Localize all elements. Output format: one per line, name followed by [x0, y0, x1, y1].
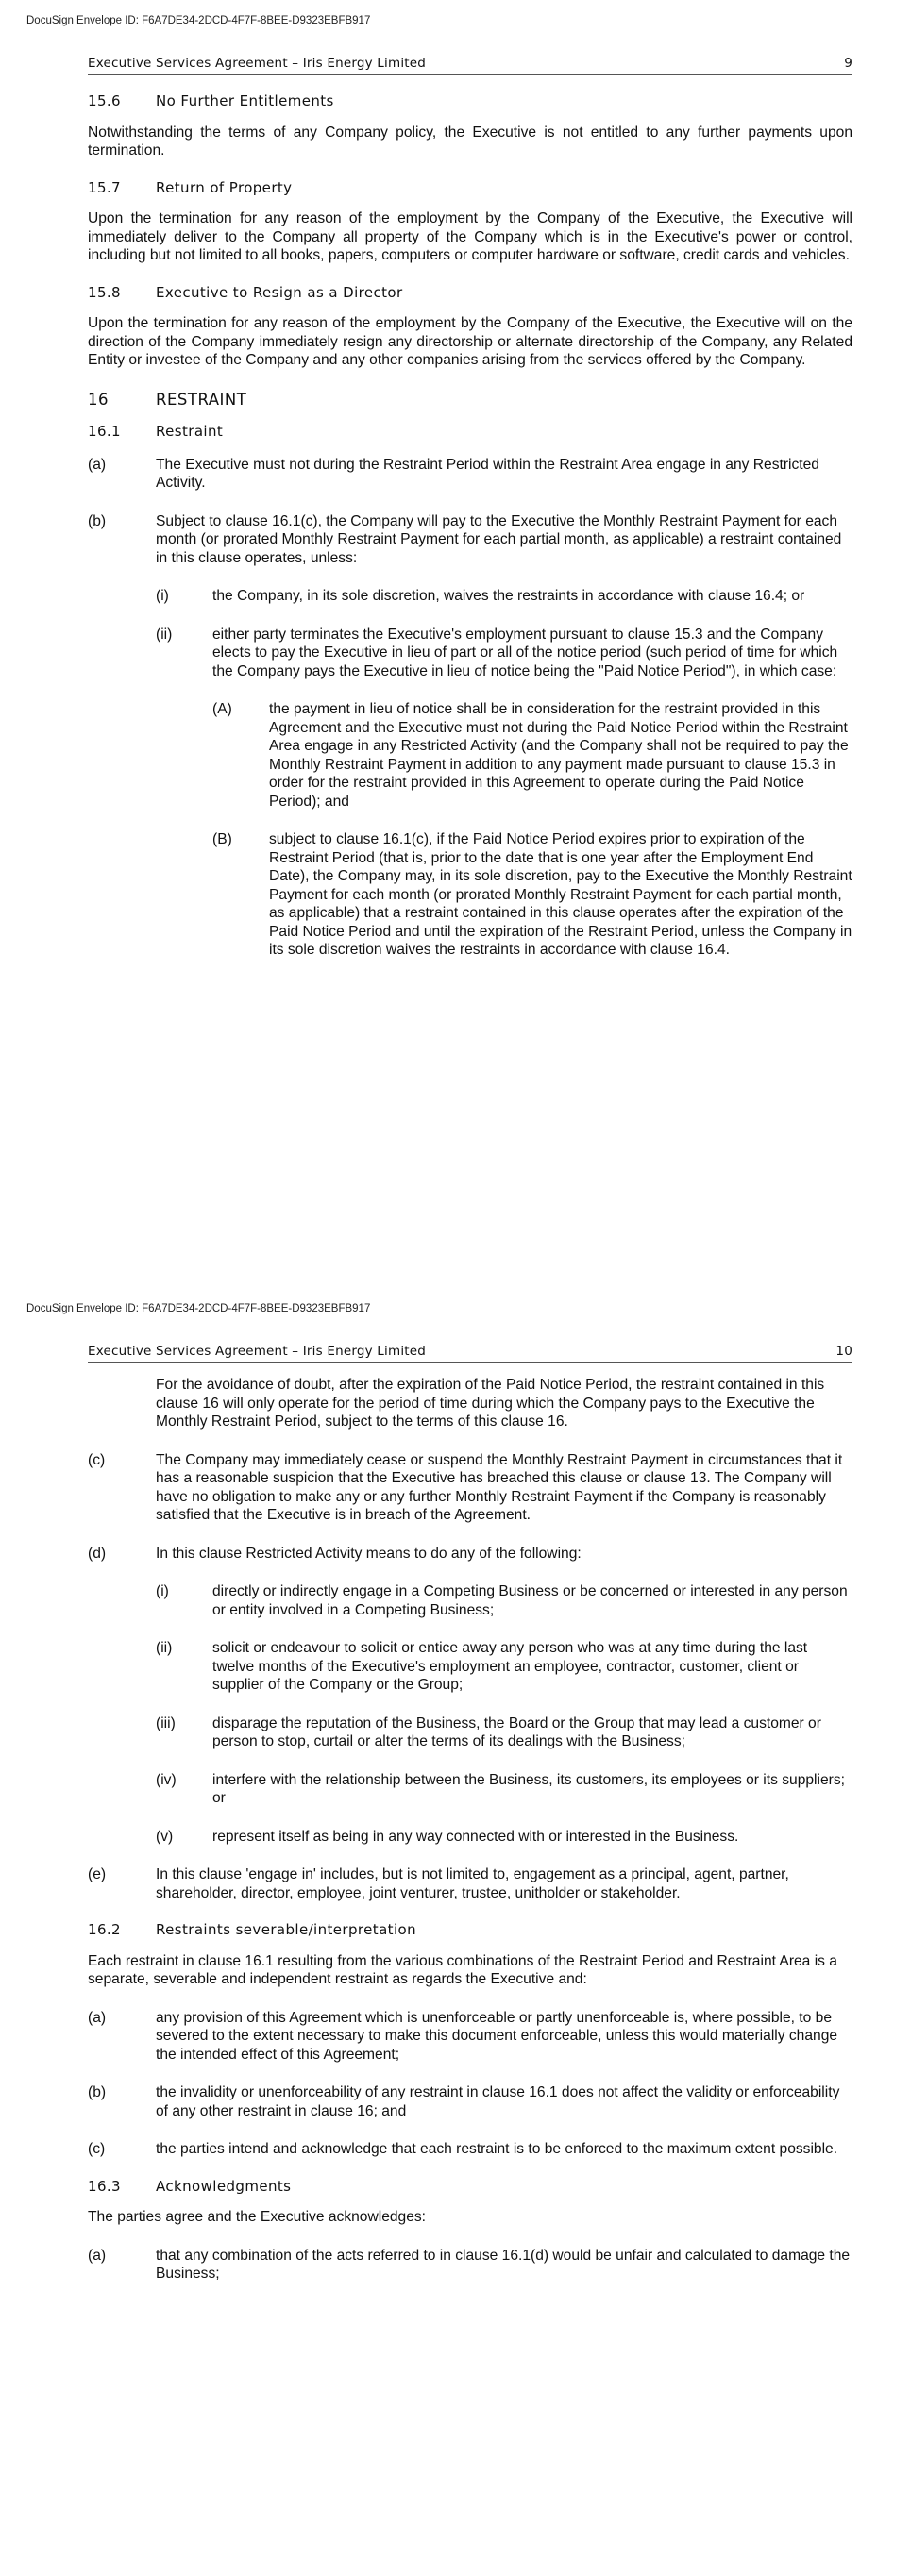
clause-16-1-b-ii-A: (A) the payment in lieu of notice shall be in consideration for the restraint provided in this Agreement and the Executive must not during the Paid Notice Period within the Restraint Area engage in any Restricted Activity (and the Company shall not be required to pay the Monthly Restraint Payment in addition to any payment made pursuant to clause 15.3 in order for the restraint provided in this Agreement to operate during the Paid Notice Period); and — [212, 701, 849, 810]
docusign-envelope-id: DocuSign Envelope ID: F6A7DE34-2DCD-4F7F-8BEE-D9323EBFB917 — [26, 1303, 371, 1314]
clause-16-1-a: (a) The Executive must not during the Restraint Period within the Restraint Area engage in any Restricted Activity. — [88, 456, 819, 491]
paragraph-avoidance-of-doubt: For the avoidance of doubt, after the expiration of the Paid Notice Period, the restraint contained in this clause 16 will only operate for the period of time during which the Company pays to the Executive the Monthly Restraint Period, subject to the terms of this clause 16. — [156, 1377, 825, 1430]
paragraph-15-8: Upon the termination for any reason of the employment by the Company of the Executive, the Executive will on the direction of the Company immediately resign any directorship or alternate directorship of the Company, any Related Entity or investee of the Company and any other companies arising from the services offered by the Company. — [88, 315, 852, 368]
paragraph-16-2: Each restraint in clause 16.1 resulting from the various combinations of the Restraint Period and Restraint Area is a separate, severable and independent restraint as regards the Executive and: — [88, 1952, 837, 1987]
clause-16-1-b: (b) Subject to clause 16.1(c), the Company will pay to the Executive the Monthly Restraint Payment for each month (or prorated Monthly Restraint Payment for each partial month, as applicable) a restraint contained in this clause operates, unless: — [88, 512, 842, 566]
page-10 — [0, 1288, 911, 2576]
clause-16-1-b-ii: (ii) either party terminates the Executive's employment pursuant to clause 15.3 and the Company elects to pay the Executive in lieu of part or all of the notice period (such period of time for which the Company pays the Executive in lieu of notice being the "Paid Notice Period"), in which case: — [156, 626, 838, 679]
restricted-activity-v: (v) represent itself as being in any way connected with or interested in the Business. — [156, 1828, 739, 1845]
heading-15-6: 15.6 No Further Entitlements — [88, 92, 334, 109]
heading-16-2: 16.2 Restraints severable/interpretation — [88, 1921, 416, 1938]
document-title: Executive Services Agreement – Iris Energy Limited — [88, 56, 427, 71]
page-number: 9 — [844, 56, 852, 71]
clause-16-2-b: (b) the invalidity or unenforceability of any restraint in clause 16.1 does not affect the validity or enforceability of any other restraint in clause 16; and — [88, 2084, 840, 2119]
clause-16-1-b-ii-B: (B) subject to clause 16.1(c), if the Paid Notice Period expires prior to expiration of the Restraint Period (that is, prior to the date that is one year after the Employment End Date), the Company may, in its sole discretion, pay to the Executive the Monthly Restraint Payment for each month (or prorated Monthly Restraint Payment for each partial month, as applicable) that a restraint contained in this clause operates after the expiration of the Paid Notice Period and until the expiration of the Restraint Period, unless the Company in its sole discretion waives the restraints in accordance with clause 16.4. — [212, 831, 852, 958]
clause-16-2-c: (c) the parties intend and acknowledge that each restraint is to be enforced to the maximum extent possible. — [88, 2141, 838, 2157]
heading-16: 16 RESTRAINT — [88, 390, 247, 409]
clause-16-1-c: (c) The Company may immediately cease or suspend the Monthly Restraint Payment in circumstances that it has a reasonable suspicion that the Executive has breached this clause or clause 13. The Company will have no obligation to make any or any further Monthly Restraint Payment if the Company is reasonably satisfied that the Executive is in breach of the Agreement. — [88, 1451, 843, 1523]
heading-16-1: 16.1 Restraint — [88, 423, 224, 440]
paragraph-16-3: The parties agree and the Executive acknowledges: — [88, 2209, 427, 2225]
page-body — [88, 92, 852, 960]
restricted-activity-i: (i) directly or indirectly engage in a Competing Business or be concerned or interested in any person or entity involved in a Competing Business; — [156, 1583, 848, 1618]
clause-16-1-d: (d) In this clause Restricted Activity means to do any of the following: — [88, 1545, 582, 1562]
paragraph-15-7: Upon the termination for any reason of the employment by the Company of the Executive, the Executive will immediately deliver to the Company all property of the Company which is in the Executive's power or control, including but not limited to all books, papers, computers or computer hardware or software, credit cards and vehicles. — [88, 210, 852, 263]
restricted-activity-ii: (ii) solicit or endeavour to solicit or entice away any person who was at any time during the last twelve months of the Executive's employment an employee, contractor, customer, client or supplier of the Company or the Group; — [156, 1640, 808, 1693]
page-number: 10 — [835, 1344, 852, 1359]
page-header — [88, 1344, 852, 1363]
paragraph-15-6: Notwithstanding the terms of any Company policy, the Executive is not entitled to any further payments upon termination. — [88, 124, 852, 159]
clause-16-1-b-i: (i) the Company, in its sole discretion, waives the restraints in accordance with clause 16.4; or — [156, 588, 805, 604]
document-title: Executive Services Agreement – Iris Energy Limited — [88, 1344, 427, 1359]
page-body — [88, 1376, 852, 2283]
clause-16-2-a: (a) any provision of this Agreement which is unenforceable or partly unenforceable is, where possible, to be severed to the extent necessary to make this document enforceable, unless this would materially change the intended effect of this Agreement; — [88, 2009, 838, 2063]
page-header — [88, 56, 852, 75]
clause-16-1-e: (e) In this clause 'engage in' includes, but is not limited to, engagement as a principal, agent, partner, shareholder, director, employee, joint venturer, trustee, unitholder or stakeholder. — [88, 1866, 789, 1901]
restricted-activity-iv: (iv) interfere with the relationship between the Business, its customers, its employees or its suppliers; or — [156, 1771, 845, 1806]
docusign-envelope-id: DocuSign Envelope ID: F6A7DE34-2DCD-4F7F-8BEE-D9323EBFB917 — [26, 15, 371, 26]
restricted-activity-iii: (iii) disparage the reputation of the Business, the Board or the Group that may lead a customer or person to stop, curtail or alter the terms of its dealings with the Business; — [156, 1715, 821, 1749]
clause-16-3-a: (a) that any combination of the acts referred to in clause 16.1(d) would be unfair and calculated to damage the Business; — [88, 2247, 851, 2282]
heading-15-8: 15.8 Executive to Resign as a Director — [88, 283, 403, 301]
heading-15-7: 15.7 Return of Property — [88, 178, 293, 196]
heading-16-3: 16.3 Acknowledgments — [88, 2177, 292, 2195]
